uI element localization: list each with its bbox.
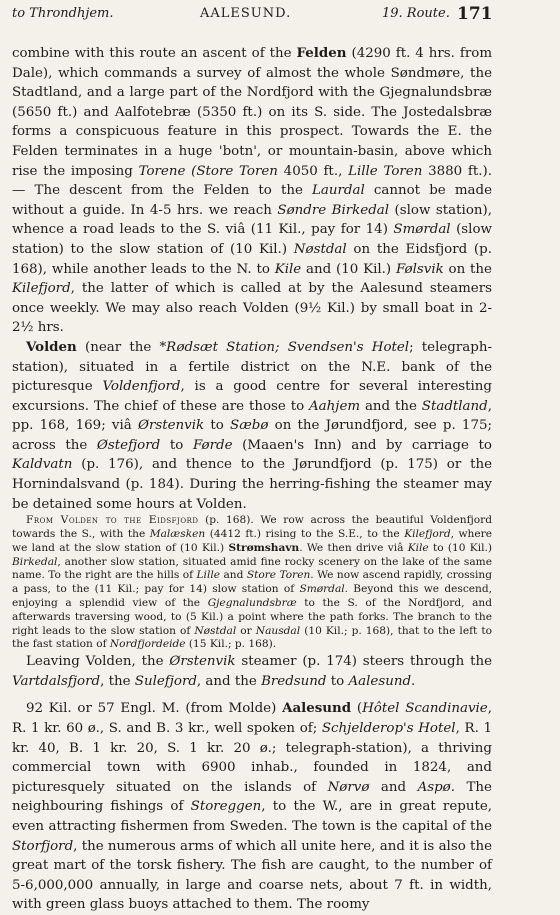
text-run: steamer (p. 174) steers through the [235,654,492,670]
place-forde: Førde [192,437,233,453]
header-route-number: 19. Route. [382,6,450,21]
text-run: , to the W., are in great repute, even attracting fishermen from Sweden. The town is the capital of the [12,799,493,834]
place-norvo: Nørvø [327,779,370,795]
place-nausdal: Nausdal [255,624,301,637]
text-run: (4290 ft. 4 hrs. from Dale), which commands a survey of almost the whole Søndmøre, the Stadtland, and a large part of the Nordfjord with the Gjegnalundsbræ (5650 ft.) and Aalfotebræ (5350 ft.) on its S. side. The Jostedalsbræ forms a conspicuous feature in this prospect. Towards the E. the Felden terminates in a huge 'botn', or mountain-basin, above which rise the imposing [12,46,493,179]
page-number: 171 [457,4,493,24]
text-run: (near the * [76,339,167,355]
place-stromshavn: Strømshavn [228,541,300,554]
place-sulefjord: Sulefjord [134,673,197,689]
place-saebo: Sæbø [230,418,269,434]
place-torene: Torene (Store Toren [138,163,278,179]
place-folsvik: Følsvik [395,261,444,277]
text-run: to [204,418,231,434]
place-aahjem: Aahjem [309,398,361,414]
text-run: 92 Kil. or 57 Engl. M. (from Molde) [26,701,283,717]
text-run: , and the [196,673,262,689]
text-run: 4050 ft., [277,163,349,179]
hotel-names: Rødsæt Station; Svendsen's Hotel [166,339,410,355]
text-run: . The neighbouring fishings of [12,779,492,815]
text-run: on the Eidsfjord (p. 168), while another leads to the N. to [12,241,492,277]
text-run: on the Jørundfjord, see p. 175; across the [12,418,492,453]
place-gjegnalundsbrae: Gjegnalundsbræ [207,597,297,610]
place-smordal: Smørdal [299,583,345,596]
text-run: and (10 Kil.) [301,261,396,277]
text-run: , where we land at the slow station of (10 Kil.) [12,528,492,554]
header-title: AALESUND. [200,6,292,21]
text-run: , the numerous arms of which all unite here, and it is also the great mart of the torsk fishery. The fish are caught, to the number of 5-6,000,000 annually, in large and coarse nets, about 7 ft. in width, with green glass buoys attached to them. The roomy [12,838,492,913]
text-run: , another slow station, situated amid fine rocky scenery on the lake of the same name. To the right are the hills of [12,555,492,582]
text-run: or [236,624,256,637]
place-malaesken: Malæsken [149,528,206,541]
place-smordal: Smørdal [393,222,451,238]
text-run: combine with this route an ascent of the [12,46,297,61]
hotel-schjelderop: Schjelderop's Hotel [321,721,456,736]
place-lille-toren: Lille Toren [348,163,423,179]
text-run: (10 Kil.; p. 168), that to the left to the fast station of [12,624,492,651]
header-route-destination: to Throndhjem. [12,6,114,21]
text-run: and the [360,398,422,414]
text-run: (slow station), whence a road leads to the S. viâ (11 Kil., pay for 14) [12,202,492,238]
place-storfjord: Storfjord [12,838,74,854]
place-kilefjord: Kilefjord [12,281,71,297]
place-store-toren: Store Toren [246,569,311,582]
place-nostdal: Nøstdal [194,624,237,637]
text-run: , is a good centre for several interesting excursions. The chief of these are those to [12,379,492,414]
paragraph-leaving-volden [12,652,492,691]
excursion-note-eidsfjord [12,514,492,652]
place-lille: Lille [196,569,220,582]
text-run: 3880 ft.). — The descent from the Felden to the [12,163,492,199]
text-run: (p. 168). We row across the beautiful Voldenfjord towards the S., with the [12,514,492,541]
place-stadtland: Stadtland [421,398,488,414]
text-run: . We now ascend rapidly, crossing a pass, to the (11 Kil.; pay for 14) slow station of [12,569,492,596]
text-run: (p. 176), and thence to the Jørundfjord (p. 175) or the Hornindalsvand (p. 184). During the herring-fishing the steamer may be detained some hours at Volden. [12,457,492,512]
text-run: to [326,673,349,689]
text-run: and [219,569,247,582]
text-run: . [411,673,416,689]
place-orstenvik: Ørstenvik [169,654,236,670]
paragraph-aalesund [12,699,492,915]
place-volden: Volden [26,338,77,355]
place-kile: Kile [274,261,302,277]
running-header [12,6,492,28]
text-run: to the S. of the Nordfjord, and afterwards traversing wood, to (5 Kil.) a point where the path forks. The branch to the right leads to the slow station of [12,597,492,637]
paragraph-volden [12,338,492,514]
text-run: on the [443,261,492,277]
text-run: (slow station) to the slow station of (10 Kil.) [12,222,492,257]
text-run: (15 Kil.; p. 168). [185,638,277,651]
place-aalesund: Aalesund [282,700,352,717]
text-run: , the latter of which is called at by the Aalesund steamers once weekly. We may also reach Volden (9½ Kil.) by small boat in 2-2½ hrs. [12,281,492,336]
place-vartdalsfjord: Vartdalsfjord [12,673,101,689]
text-run: , pp. 168, 169; viâ [12,398,492,434]
place-nordfjordeide: Nordfjordeide [109,638,186,651]
text-run: cannot be made without a guide. In 4-5 hrs. we reach [12,183,492,218]
note-heading: From Volden to the Eidsfjord [26,514,199,527]
text-run: (4412 ft.) rising to the S.E., to the [205,528,405,541]
place-laurdal: Laurdal [312,183,365,199]
place-storeggen: Storeggen [190,799,262,815]
section-gap [12,691,492,699]
hotel-scandinavie: Hôtel Scandinavie [362,701,488,717]
paragraph-felden [12,44,492,338]
text-run: ; telegraph-station), situated in a fertile district on the N.E. bank of the picturesque [12,339,492,395]
place-nostdal: Nøstdal [293,241,347,257]
place-ostefjord: Østefjord [96,437,161,453]
text-run: . We then drive viâ [299,541,408,554]
place-bredsund: Bredsund [261,673,327,689]
text-run: and [369,779,418,795]
text-run: Leaving Volden, the [26,654,170,670]
text-run: , R. 1 kr. 40, B. 1 kr. 20, S. 1 kr. 20 ø.; telegraph-station), a thriving commercial town with 6900 inhab., founded in 1824, and picturesquely situated on the islands of [12,721,492,795]
place-sondre-birkedal: Søndre Birkedal [277,202,390,218]
place-birkedal: Birkedal [12,555,58,568]
place-felden: Felden [296,45,347,61]
text-run: (Maaen's Inn) and by carriage to [232,437,492,453]
page-body [12,44,492,915]
place-kile: Kile [407,541,429,554]
text-run: to (10 Kil.) [428,541,493,554]
text-run: . Beyond this we descend, enjoying a splendid view of the [12,583,492,610]
place-aspo: Aspø [417,779,451,795]
place-orstenvik: Ørstenvik [137,418,205,434]
text-run: , the [100,673,135,689]
text-run: ( [351,701,363,717]
place-aalesund: Aalesund [348,673,412,689]
place-kaldvatn: Kaldvatn [12,457,73,473]
text-run: , R. 1 kr. 60 ø., S. and B. 3 kr., well spoken of; [12,701,492,736]
text-run: to [160,437,193,453]
place-voldenfjord: Voldenfjord [102,379,181,395]
place-kilefjord: Kilefjord [404,528,451,541]
